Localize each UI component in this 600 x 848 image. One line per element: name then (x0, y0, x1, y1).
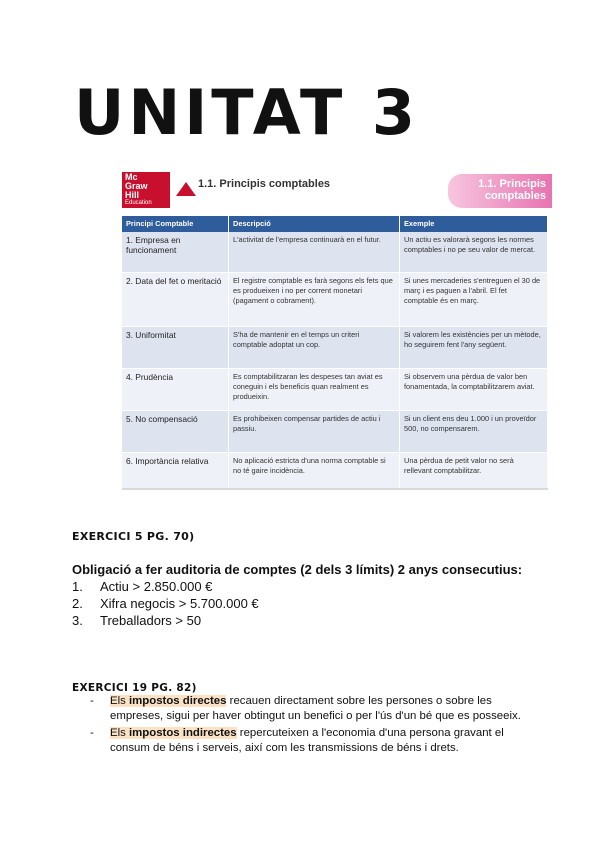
exercise-19-heading: EXERCICI 19 PG. 82) (72, 682, 197, 694)
principle-example: Si observem una pèrdua de valor ben fonamentada, la comptabilitzarem aviat. (400, 368, 548, 410)
table-header-row (122, 216, 548, 232)
table-row (122, 232, 548, 272)
principle-name: 1. Empresa en funcionament (122, 232, 229, 272)
logo-sub: Education (125, 200, 152, 206)
principle-example: Una pèrdua de petit valor no serà rellevant comptabilitzar. (400, 452, 548, 490)
slide-image-principles (118, 170, 552, 496)
principle-example: Si un client ens deu 1.000 i un proveïdor 500, no compensarem. (400, 410, 548, 452)
logo-line-1: Mc (125, 172, 138, 182)
slide-title-band: 1.1. Principis comptables (448, 174, 552, 208)
column-header: Principi Comptable (122, 216, 229, 232)
column-header: Exemple (400, 216, 548, 232)
term-prefix: Els (110, 695, 129, 707)
slide-footer-bar (122, 488, 548, 490)
principle-description: Es comptabilitzaran les despeses tan aviat es coneguin i els beneficis quan realment es produeixin. (229, 368, 400, 410)
slide-header-text: 1.1. Principis comptables (198, 178, 331, 190)
table-row (122, 368, 548, 410)
term-bold: impostos indirectes (129, 727, 237, 739)
principle-example: Si unes mercaderies s'entreguen el 30 de març i es paguen a l'abril. El fet comptable és en març. (400, 272, 548, 326)
principle-name: 3. Uniformitat (122, 326, 229, 368)
triangle-icon (176, 182, 196, 196)
mcgraw-hill-logo (122, 172, 170, 208)
principle-name: 4. Prudència (122, 368, 229, 410)
list-dash: - (90, 695, 94, 707)
list-text: Treballadors > 50 (100, 613, 202, 628)
list-item (72, 578, 259, 595)
principle-name: 6. Importància relativa (122, 452, 229, 490)
logo-line-3: Hill (125, 190, 140, 200)
principle-description: S'ha de mantenir en el temps un criteri comptable adoptat un cop. (229, 326, 400, 368)
list-number: 3. (72, 613, 83, 628)
list-item (72, 612, 259, 629)
slide-header (118, 170, 552, 212)
term-description: recauen directament sobre les persones o sobre les empreses, sigui per haver obtingut un benefici o per l'ús d'un bé que es posseeix. (110, 695, 521, 722)
exercise-5-heading: EXERCICI 5 PG. 70) (72, 530, 195, 543)
list-dash: - (90, 727, 94, 739)
audit-obligation-text: Obligació a fer auditoria de comptes (2 dels 3 límits) 2 anys consecutius: (72, 562, 523, 577)
principle-description: El registre comptable es farà segons els fets que es produeixen i no per corrent monetari (pagament o cobrament). (229, 272, 400, 326)
list-number: 2. (72, 596, 83, 611)
principle-name: 5. No compensació (122, 410, 229, 452)
term-bold: impostos directes (129, 695, 227, 707)
highlighted-term (110, 695, 226, 707)
principle-description: No aplicació estricta d'una norma comptable si no té gaire incidència. (229, 452, 400, 490)
logo-line-2: Graw (125, 181, 148, 191)
table-row (122, 272, 548, 326)
column-header: Descripció (229, 216, 400, 232)
table-row (122, 410, 548, 452)
list-item (90, 726, 540, 756)
list-item (72, 595, 259, 612)
list-item (90, 694, 540, 724)
principle-example: Un actiu es valorarà segons les normes comptables i no pe seu valor de mercat. (400, 232, 548, 272)
list-number: 1. (72, 579, 83, 594)
principle-name: 2. Data del fet o meritació (122, 272, 229, 326)
table-row (122, 326, 548, 368)
term-prefix: Els (110, 727, 129, 739)
audit-limits-list (72, 578, 259, 629)
principle-description: Es prohibeixen compensar partides de actiu i passiu. (229, 410, 400, 452)
page-title: UNITAT 3 (74, 76, 419, 149)
list-text: Actiu > 2.850.000 € (100, 579, 213, 594)
principle-description: L'activitat de l'empresa continuarà en el futur. (229, 232, 400, 272)
tax-types-list (90, 694, 540, 758)
term-description: repercuteixen a l'economia d'una persona gravant el consum de béns i serveis, així com les transmissions de béns i drets. (110, 727, 504, 754)
table-row (122, 452, 548, 490)
list-text: Xifra negocis > 5.700.000 € (100, 596, 259, 611)
principles-table (122, 216, 548, 491)
highlighted-term (110, 727, 237, 739)
principle-example: Si valorem les existències per un mètode, ho seguirem fent l'any següent. (400, 326, 548, 368)
